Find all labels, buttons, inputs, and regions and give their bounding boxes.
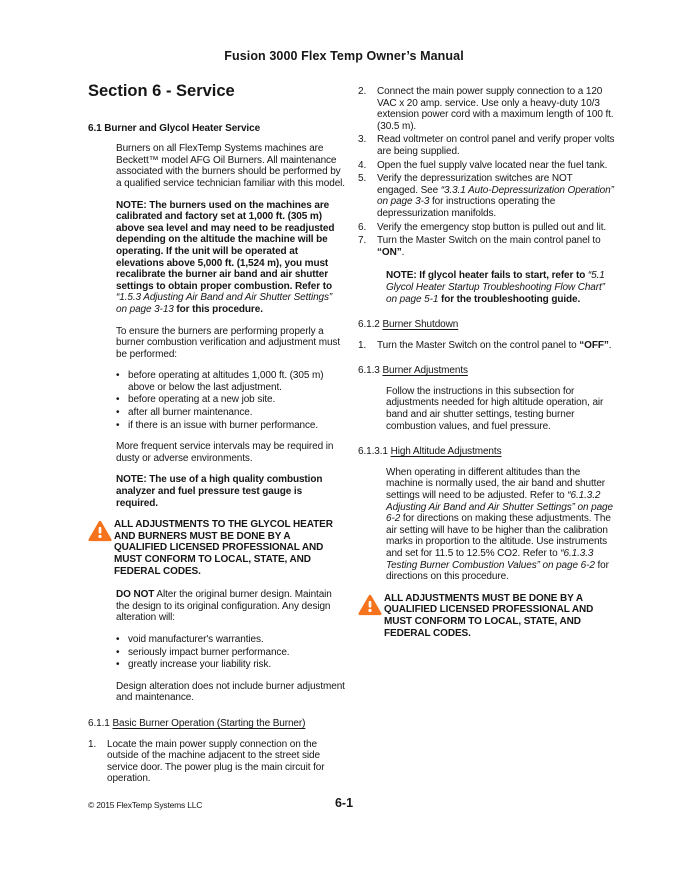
- list-item: • seriously impact burner performance.: [116, 646, 290, 658]
- text-run: Turn the Master Switch on the main control panel to: [377, 235, 601, 247]
- right-column: [358, 86, 615, 795]
- numbered-item: [358, 86, 615, 132]
- paragraph-adjustments-intro: Follow the instructions in this subsection for adjustments needed for high altitude operation, air band and air shutter settings, testing burner combustion values, and fuel pressure.: [386, 385, 604, 432]
- item-text: [377, 340, 615, 352]
- text-run: Turn the Master Switch on the control panel to: [377, 339, 580, 351]
- item-number: 2.: [358, 86, 367, 97]
- text-run: for the troubleshooting guide.: [440, 293, 581, 305]
- numbered-item: [88, 739, 345, 785]
- bullet-glyph: •: [116, 419, 120, 431]
- text-run: for instructions operating the depressurization manifolds.: [377, 196, 556, 219]
- item-text: Locate the main power supply connection on the outside of the machine adjacent to the street side service door. The power plug is the main circuit for operation.: [107, 738, 325, 785]
- text-run: Read voltmeter on control panel and verify proper volts are being supplied.: [377, 134, 615, 157]
- text-run: for this procedure.: [176, 303, 263, 315]
- footer-copyright: © 2015 FlexTemp Systems LLC: [88, 800, 203, 810]
- text-run: for directions on this procedure.: [386, 559, 609, 583]
- numbered-list-shutdown: [358, 340, 615, 352]
- numbered-item: [358, 134, 615, 157]
- heading-title: Burner Shutdown: [382, 319, 459, 331]
- section-title: Section 6 - Service: [88, 82, 235, 100]
- warning-text: ALL ADJUSTMENTS TO THE GLYCOL HEATER AND BURNERS MUST BE DONE BY A QUALIFIED LICENSED PROFESSIONAL AND MUST CONFORM TO LOCAL, STATE, AND FEDERAL CODES.: [114, 519, 333, 577]
- heading-6-1-1: [88, 718, 345, 730]
- cross-reference: “6.1.3.3 Testing Burner Combustion Values” on page 6-2: [386, 548, 598, 571]
- item-text: [377, 160, 615, 172]
- manual-title: Fusion 3000 Flex Temp Owner’s Manual: [224, 49, 464, 63]
- numbered-item: [358, 173, 615, 219]
- text-run: When operating in different altitudes than the machine is normally used, the air band and shutter settings will need to be adjusted. Refer to: [386, 466, 606, 502]
- numbered-list-start-burner-cont: [358, 86, 615, 258]
- item-number: 5.: [358, 173, 367, 185]
- text-run: for directions on making these adjustments. The air setting will have to be higher than the calibration marks in proportion to the altitude. Use instruments and set for 11.5 to 12.5% CO2. Refer to: [386, 513, 611, 559]
- list-item: • before operating at a new job site.: [116, 394, 276, 406]
- heading-number: 6.1.2: [358, 319, 380, 331]
- bullet-glyph: •: [116, 407, 120, 419]
- bullet-list-alteration: [116, 634, 345, 671]
- list-item: • void manufacturer's warranties.: [116, 633, 264, 645]
- text-run: .: [608, 339, 612, 351]
- text-run: Verify the emergency stop button is pulled out and lit.: [377, 221, 607, 233]
- bullet-glyph: •: [116, 646, 120, 658]
- heading-6-1-3: [358, 365, 615, 377]
- list-item: • before operating at altitudes 1,000 ft. (305 m) above or below the last adjustment.: [116, 370, 324, 393]
- heading-number: 6.1.3.1: [358, 446, 388, 458]
- item-text: [377, 235, 615, 258]
- numbered-item: [358, 235, 615, 258]
- text-run: Open the fuel supply valve located near the fuel tank.: [377, 159, 608, 171]
- section-6-1-body-cont: [116, 589, 345, 704]
- section-6-1-body: [116, 143, 345, 509]
- page-header: [0, 47, 688, 65]
- note-glycol-fails: [386, 270, 615, 305]
- bullet-list-verification: [116, 370, 345, 431]
- note-burner-calibration: [116, 200, 345, 316]
- page-content: [88, 82, 616, 795]
- list-item: • greatly increase your liability risk.: [116, 659, 272, 671]
- numbered-list-start-burner: [88, 739, 345, 785]
- item-number: 3.: [358, 134, 367, 146]
- cross-reference: “6.1.3.2 Adjusting Air Band and Air Shutter Settings” on page 6-2: [386, 490, 613, 525]
- paragraph-verification: To ensure the burners are performing properly a burner combustion verification and adjustment must be performed:: [116, 325, 341, 360]
- item-text: [377, 134, 615, 157]
- bullet-glyph: •: [116, 633, 120, 645]
- bullet-glyph: •: [116, 370, 120, 382]
- text-run: Verify the depressurization switches are NOT engaged. See: [377, 173, 573, 196]
- item-number: 6.: [358, 221, 367, 233]
- list-item: • if there is an issue with burner performance.: [116, 419, 319, 431]
- text-run: DO NOT: [116, 589, 155, 601]
- text-run: “OFF”: [579, 339, 609, 351]
- heading-number: 6.1.3: [358, 365, 380, 377]
- text-run: Alter the original burner design. Maintain the design to its original configuration. Any design alteration will:: [116, 589, 332, 624]
- item-number: 4.: [358, 159, 367, 171]
- warning-block-adjustments: [358, 593, 615, 639]
- list-item: • after all burner maintenance.: [116, 407, 253, 419]
- left-column: [88, 82, 345, 795]
- item-text: [377, 173, 615, 219]
- item-text: [377, 222, 615, 234]
- heading-number: 6.1.1: [88, 717, 110, 729]
- cross-reference: “3.3.1 Auto-Depressurization Operation” on page 3-3: [377, 184, 614, 208]
- item-number: 7.: [358, 235, 367, 247]
- heading-6-1: 6.1 Burner and Glycol Heater Service: [88, 122, 261, 134]
- text-run: NOTE: The burners used on the machines are calibrated and factory set at 1,000 ft. (305 m) above sea level and may need to be readjusted depending on the altitude the machine will be operating. If the unit will be operated at elevations above 5,000 ft. (1,524 m), you must recalibrate the burner air band and air shutter settings to obtain proper combustion. Refer to: [116, 199, 335, 292]
- paragraph-design-alteration: Design alteration does not include burner adjustment and maintenance.: [116, 680, 345, 704]
- paragraph-high-altitude: [386, 467, 615, 583]
- bullet-glyph: •: [116, 659, 120, 671]
- note-paragraph: [386, 270, 615, 305]
- heading-title: Basic Burner Operation (Starting the Burner): [112, 717, 306, 729]
- warning-triangle-icon: [358, 593, 384, 639]
- warning-triangle-icon: [88, 519, 114, 577]
- section-6-1-3-body: [386, 386, 615, 432]
- numbered-item: [358, 222, 615, 234]
- heading-title: High Altitude Adjustments: [390, 446, 502, 458]
- paragraph-service-intervals: More frequent service intervals may be required in dusty or adverse environments.: [116, 441, 334, 464]
- warning-block-glycol: [88, 519, 345, 577]
- numbered-item: [358, 160, 615, 172]
- heading-6-1-2: [358, 319, 615, 331]
- item-text: [377, 86, 615, 132]
- item-number: 1.: [88, 738, 97, 750]
- heading-6-1-3-1: [358, 446, 615, 458]
- text-run: .: [401, 246, 405, 258]
- cross-reference: “5.1 Glycol Heater Startup Troubleshooting Flow Chart” on page 5-1: [386, 270, 605, 305]
- footer-page-number: 6-1: [334, 796, 354, 810]
- text-run: NOTE: If glycol heater fails to start, refer to: [386, 270, 588, 282]
- note-analyzer: NOTE: The use of a high quality combustion analyzer and fuel pressure test gauge is required.: [116, 474, 323, 509]
- paragraph-intro: Burners on all FlexTemp Systems machines are Beckett™ model AFG Oil Burners. All maintenance associated with the burners should be performed by a qualified service technician familiar with this model.: [116, 143, 345, 189]
- cross-reference: “1.5.3 Adjusting Air Band and Air Shutter Settings” on page 3-13: [116, 292, 333, 315]
- text-run: “ON”: [377, 246, 402, 258]
- warning-text: ALL ADJUSTMENTS MUST BE DONE BY A QUALIFIED LICENSED PROFESSIONAL AND MUST CONFORM TO LOCAL, STATE, AND FEDERAL CODES.: [384, 592, 594, 639]
- bullet-glyph: •: [116, 394, 120, 406]
- section-6-1-3-1-body: [386, 467, 615, 583]
- text-run: Connect the main power supply connection to a 120 VAC x 20 amp. service. Use only a heavy-duty 10/3 extension power cord with a maximum length of 100 ft. (30.5 m).: [377, 86, 614, 132]
- item-number: 1.: [358, 339, 367, 351]
- paragraph-do-not-alter: [116, 589, 345, 624]
- numbered-item: [358, 340, 615, 352]
- heading-title: Burner Adjustments: [382, 365, 468, 377]
